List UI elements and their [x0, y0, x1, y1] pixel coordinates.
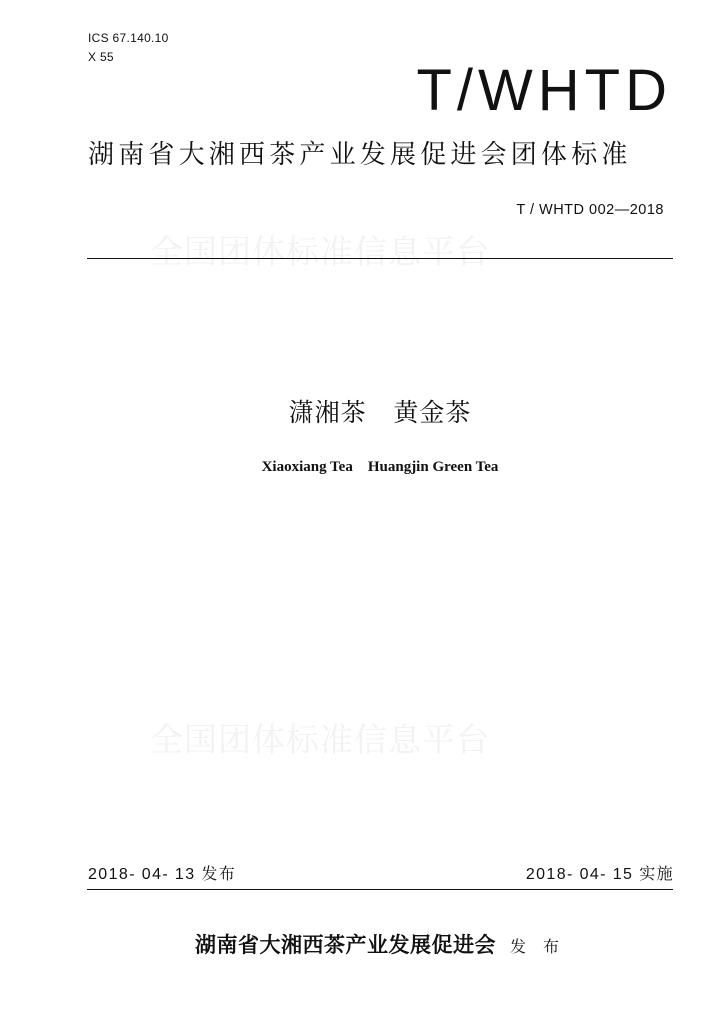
bottom-divider — [87, 889, 673, 890]
publisher-suffix: 发 布 — [509, 937, 566, 956]
document-title-english: Xiaoxiang Tea Huangjin Green Tea — [261, 459, 499, 475]
issue-date: 2018- 04- 13 发布 — [88, 866, 237, 883]
organization-standard-title: 湖南省大湘西茶产业发展促进会团体标准 — [88, 140, 632, 170]
top-divider — [87, 258, 673, 259]
publisher-name: 湖南省大湘西茶产业发展促进会 — [194, 932, 496, 957]
implementation-date: 2018- 04- 15 实施 — [525, 866, 674, 883]
watermark-top: 全国团体标准信息平台 — [150, 232, 490, 271]
classification-code: X 55 — [88, 50, 114, 64]
standard-logo: T/WHTD — [416, 58, 672, 123]
document-title-chinese: 潇湘茶 黄金茶 — [288, 398, 472, 427]
publisher-line — [0, 929, 724, 959]
watermark-bottom: 全国团体标准信息平台 — [150, 720, 490, 759]
ics-code: ICS 67.140.10 — [88, 31, 169, 45]
standard-number: T / WHTD 002—2018 — [516, 202, 664, 218]
